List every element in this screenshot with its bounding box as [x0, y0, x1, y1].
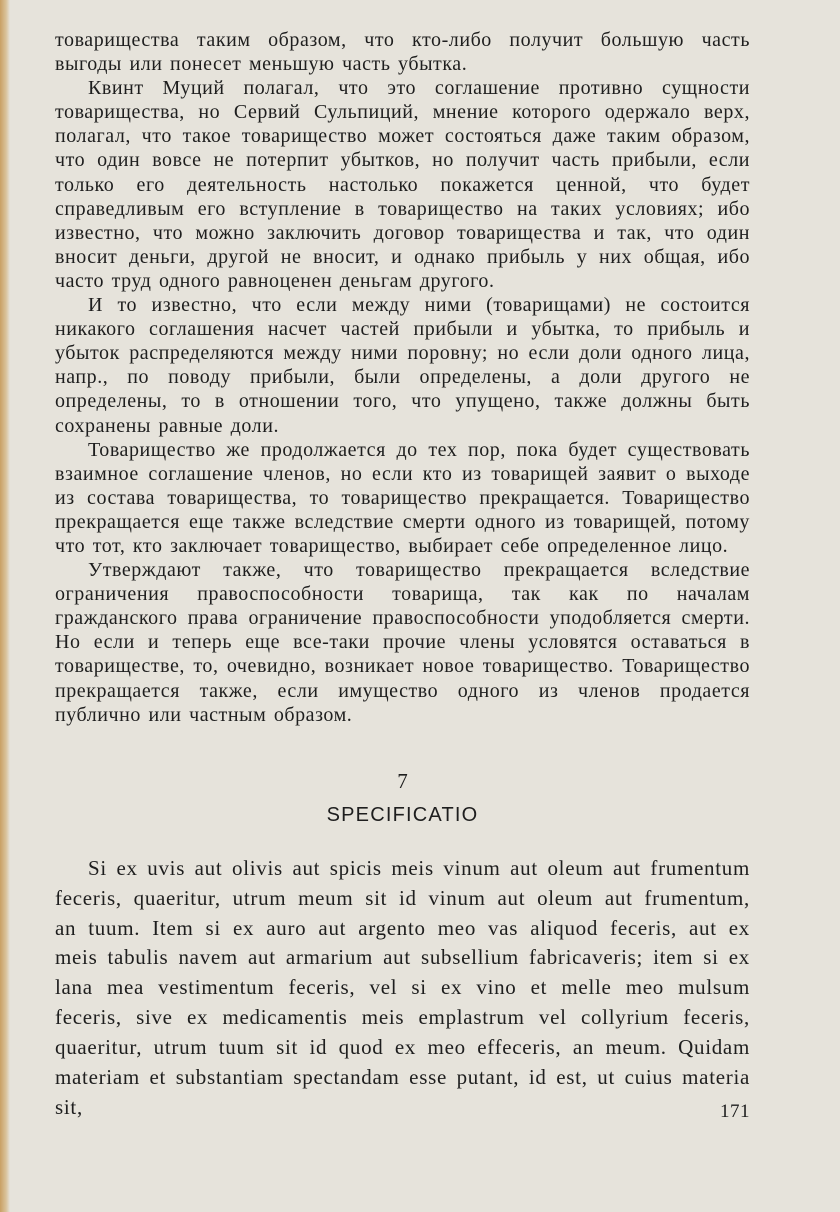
paragraph-continued: товарищества таким образом, что кто-либо получит большую часть выгоды или понесет меньшую часть убытка. [55, 29, 750, 76]
paragraph: Утверждают также, что товарищество прекращается вследствие ограничения правоспособности товарища, так как по началам гражданского права ограничение правоспособности уподобляется смерти. Но если и теперь еще все-таки прочие члены условятся оставаться в товариществе, то, очевидно, возникает новое товарищество. Товарищество прекращается также, если имущество одного из членов продается публично или частным образом. [55, 559, 750, 726]
section-title: SPECIFICATIO [326, 803, 479, 826]
page-binding-edge [0, 0, 10, 1212]
page-number: 171 [720, 1101, 750, 1122]
russian-text [55, 28, 750, 727]
paragraph: И то известно, что если между ними (товарищами) не состоится никакого соглашения насчет частей прибыли и убытка, то прибыль и убыток распределяются между ними поровну; но если доли одного лица, напр., по поводу прибыли, были определены, а доли другого не определены, то в отношении того, что упущено, также должны быть сохранены равные доли. [55, 294, 750, 437]
paragraph: Квинт Муций полагал, что это соглашение противно сущности товарищества, но Сервий Сульпиций, мнение которого одержало верх, полагал, что такое товарищество может состояться даже таким образом, что один вовсе не потерпит убытков, но получит часть прибыли, если только его деятельность настолько покажется ценной, что будет справедливым его вступление в товарищество на таких условиях; ибо известно, что можно заключить договор товарищества и так, что один вносит деньги, другой не вносит, и однако прибыль у них общая, ибо часто труд одного равноценен деньгам другого. [55, 77, 750, 292]
latin-paragraph: Si ex uvis aut olivis aut spicis meis vinum aut oleum aut frumentum feceris, quaeritur, utrum meum sit id vinum aut oleum aut frumentum, an tuum. Item si ex auro aut argento meo vas aliquod feceris, aut ex meis tabulis navem aut armarium aut subsellium fabricaveris; item si ex lana mea vestimentum feceris, vel si ex vino et melle meo mulsum feceris, sive ex medicamentis meis emplastrum vel collyrium feceris, quaeritur, utrum tuum sit id quod ex meo effeceris, an meum. Quidam materiam et substantiam spectandam esse putant, id est, ut cuius materia sit, [55, 855, 750, 1119]
latin-text [55, 854, 750, 1123]
paragraph: Товарищество же продолжается до тех пор, пока будет существовать взаимное соглашение членов, но если кто из товарищей заявит о выходе из состава товарищества, то товарищество прекращается. Товарищество прекращается еще также вследствие смерти одного из товарищей, потому что тот, кто заключает товарищество, выбирает себе определенное лицо. [55, 438, 750, 557]
section-number: 7 [397, 768, 408, 793]
page-text [55, 28, 750, 1123]
